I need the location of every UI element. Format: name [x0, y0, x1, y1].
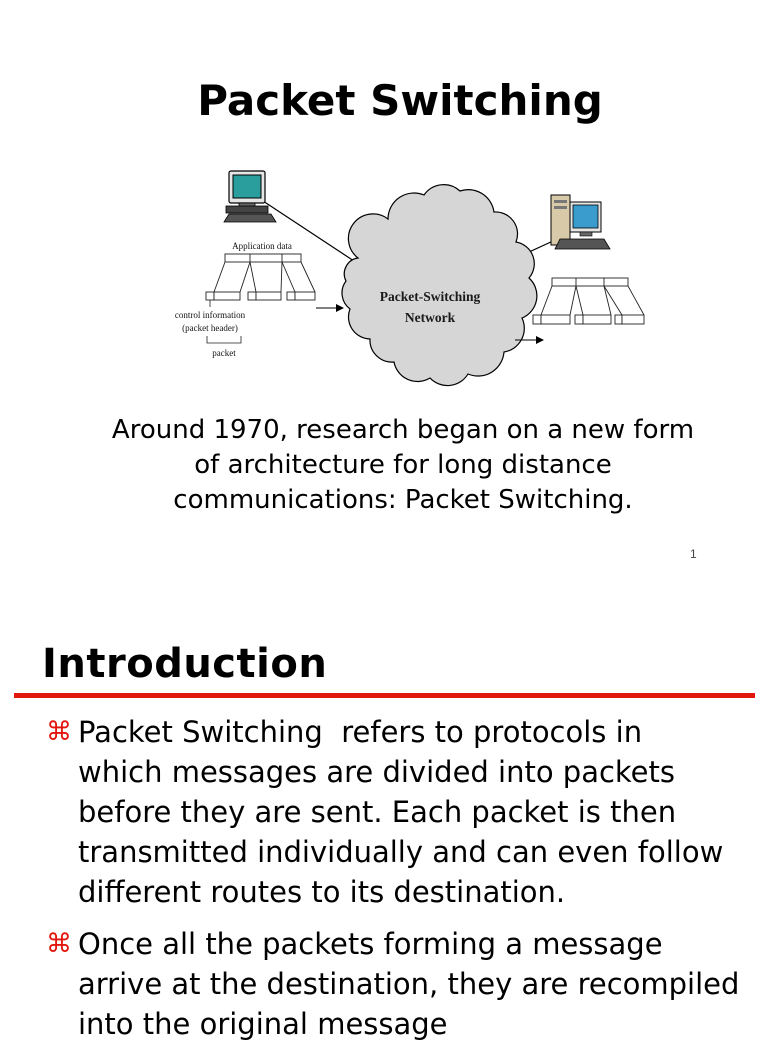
cloud-label-line1: Packet-Switching [379, 289, 481, 304]
packet-header-box [287, 292, 295, 300]
bullet-text-line: before they are sent. Each packet is then [78, 795, 677, 829]
slide-title: Packet Switching [197, 76, 603, 125]
reassembled-data-block [552, 278, 628, 286]
cloud-label-line2: Network [404, 310, 456, 325]
paragraph-line: communications: Packet Switching. [173, 485, 633, 515]
packet-data-box [541, 315, 570, 324]
packet-header-box [575, 315, 583, 324]
packet-switching-diagram [0, 0, 768, 400]
section-title: Introduction [42, 641, 328, 687]
paragraph-line: of architecture for long distance [194, 450, 612, 480]
bullet-item [0, 712, 768, 912]
right-fan-lines [541, 286, 644, 315]
packet-data-box [256, 292, 281, 300]
packet-data-box [214, 292, 240, 300]
command-key-bullet-icon: ⌘ [46, 717, 72, 747]
packet-header-label: (packet header) [182, 323, 238, 333]
bullet-text-line: arrive at the destination, they are recompiled [78, 967, 740, 1001]
packet-data-box [622, 315, 644, 324]
tower-computer-icon [551, 195, 610, 249]
bullet-text-line: which messages are divided into packets [78, 755, 676, 789]
bullet-text [0, 924, 768, 1044]
application-data-block [225, 254, 301, 262]
packet-bracket [207, 336, 241, 343]
right-packets [533, 315, 644, 324]
packet-data-box [583, 315, 611, 324]
bullet-text-line: transmitted individually and can even follow [78, 835, 724, 869]
title-divider [14, 693, 755, 698]
desktop-computer-icon [224, 171, 276, 222]
packet-header-box [615, 315, 622, 324]
left-packets [206, 292, 315, 300]
packet-header-box [533, 315, 541, 324]
bullet-text-line: Packet Switching refers to protocols in [78, 715, 643, 749]
packet-data-box [295, 292, 315, 300]
bullet-text-line: Once all the packets forming a message [78, 927, 663, 961]
network-cloud-icon [342, 185, 537, 386]
slide-number: 1 [690, 547, 697, 561]
packet-header-box [206, 292, 214, 300]
left-fan-lines [214, 262, 315, 292]
bullet-text [0, 712, 768, 912]
packet-header-box [248, 292, 256, 300]
intro-paragraph [38, 413, 768, 518]
command-key-bullet-icon: ⌘ [46, 929, 72, 959]
packet-label: packet [212, 348, 236, 358]
bullet-text-line: into the original message [78, 1007, 448, 1041]
bullet-text-line: different routes to its destination. [78, 875, 566, 909]
bullet-item [0, 924, 768, 1044]
paragraph-line: Around 1970, research began on a new form [111, 415, 695, 445]
application-data-label: Application data [232, 241, 292, 251]
control-information-label: control information [174, 310, 246, 320]
